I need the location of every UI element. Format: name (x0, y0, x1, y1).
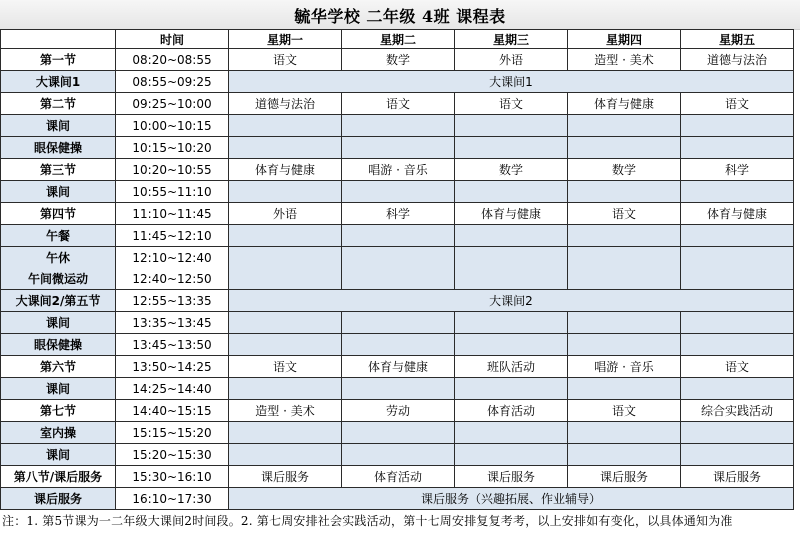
empty-cell[interactable] (455, 334, 568, 356)
class-cell[interactable]: 语文 (229, 356, 342, 378)
empty-cell[interactable] (681, 247, 794, 290)
merged-cell[interactable]: 课后服务（兴趣拓展、作业辅导） (229, 488, 794, 510)
table-row (1, 422, 794, 444)
table-row (1, 400, 794, 422)
table-row (1, 466, 794, 488)
period-label[interactable]: 课间 (1, 444, 116, 466)
class-cell[interactable]: 语文 (568, 400, 681, 422)
class-cell[interactable]: 体育与健康 (568, 93, 681, 115)
period-label[interactable]: 室内操 (1, 422, 116, 444)
period-time[interactable]: 09:25~10:00 (116, 93, 229, 115)
class-cell[interactable]: 科学 (342, 203, 455, 225)
empty-cell[interactable] (681, 137, 794, 159)
empty-cell[interactable] (455, 422, 568, 444)
period-label[interactable]: 课间 (1, 378, 116, 400)
empty-cell[interactable] (568, 378, 681, 400)
table-row (1, 71, 794, 93)
class-cell[interactable]: 语文 (455, 93, 568, 115)
table-row (1, 93, 794, 115)
class-cell[interactable]: 语文 (681, 93, 794, 115)
period-time[interactable]: 14:25~14:40 (116, 378, 229, 400)
period-time[interactable]: 13:50~14:25 (116, 356, 229, 378)
table-row (1, 290, 794, 312)
table-row (1, 49, 794, 71)
table-row (1, 159, 794, 181)
class-cell[interactable]: 唱游 · 音乐 (342, 159, 455, 181)
period-label[interactable]: 第七节 (1, 400, 116, 422)
class-cell[interactable]: 造型 · 美术 (568, 49, 681, 71)
period-time[interactable]: 13:35~13:45 (116, 312, 229, 334)
empty-cell[interactable] (681, 334, 794, 356)
period-label-stack[interactable] (1, 247, 116, 290)
class-cell[interactable]: 数学 (342, 49, 455, 71)
timetable-title: 毓华学校 二年级 4班 课程表 (294, 7, 506, 26)
table-row (1, 181, 794, 203)
table-row (1, 312, 794, 334)
empty-cell[interactable] (455, 225, 568, 247)
period-label[interactable]: 第八节/课后服务 (1, 466, 116, 488)
class-cell[interactable]: 外语 (229, 203, 342, 225)
table-row (1, 225, 794, 247)
merged-cell[interactable]: 大课间2 (229, 290, 794, 312)
period-time[interactable]: 10:20~10:55 (116, 159, 229, 181)
header-time[interactable]: 时间 (116, 30, 229, 49)
period-label[interactable]: 课后服务 (1, 488, 116, 510)
empty-cell[interactable] (568, 334, 681, 356)
class-cell[interactable]: 语文 (681, 356, 794, 378)
footnote: 注：1. 第5节课为一二年级大课间2时间段。2. 第七周安排社会实践活动，第十七周安排复复考考，以上安排如有变化，以具体通知为准 (2, 514, 733, 528)
period-time-stack[interactable] (116, 247, 229, 290)
table-row (1, 203, 794, 225)
period-time[interactable]: 10:55~11:10 (116, 181, 229, 203)
empty-cell[interactable] (568, 181, 681, 203)
period-time[interactable]: 10:00~10:15 (116, 115, 229, 137)
period-time: 12:10~12:40 (132, 250, 212, 265)
period-time: 12:40~12:50 (132, 271, 212, 286)
empty-cell[interactable] (681, 444, 794, 466)
period-label: 午间微运动 (27, 272, 88, 286)
class-cell[interactable]: 语文 (229, 49, 342, 71)
header-thursday[interactable]: 星期四 (568, 30, 681, 49)
header-corner[interactable] (1, 30, 116, 49)
empty-cell[interactable] (229, 181, 342, 203)
empty-cell[interactable] (455, 312, 568, 334)
period-label[interactable]: 大课间2/第五节 (1, 290, 116, 312)
period-label[interactable]: 第二节 (1, 93, 116, 115)
empty-cell[interactable] (342, 181, 455, 203)
class-cell[interactable]: 语文 (342, 93, 455, 115)
empty-cell[interactable] (342, 137, 455, 159)
class-cell[interactable]: 语文 (568, 203, 681, 225)
header-tuesday[interactable]: 星期二 (342, 30, 455, 49)
period-label[interactable]: 第四节 (1, 203, 116, 225)
class-cell[interactable]: 外语 (455, 49, 568, 71)
empty-cell[interactable] (342, 444, 455, 466)
empty-cell[interactable] (681, 378, 794, 400)
class-cell[interactable]: 综合实践活动 (681, 400, 794, 422)
period-time[interactable]: 14:40~15:15 (116, 400, 229, 422)
empty-cell[interactable] (455, 444, 568, 466)
period-time[interactable]: 16:10~17:30 (116, 488, 229, 510)
empty-cell[interactable] (568, 444, 681, 466)
empty-cell[interactable] (568, 137, 681, 159)
empty-cell[interactable] (342, 115, 455, 137)
class-cell[interactable]: 数学 (568, 159, 681, 181)
class-cell[interactable]: 体育与健康 (229, 159, 342, 181)
class-cell[interactable]: 体育与健康 (455, 203, 568, 225)
period-time[interactable]: 15:30~16:10 (116, 466, 229, 488)
empty-cell[interactable] (681, 422, 794, 444)
period-label[interactable]: 大课间1 (1, 71, 116, 93)
header-row (1, 30, 794, 49)
table-row (1, 137, 794, 159)
header-monday[interactable]: 星期一 (229, 30, 342, 49)
period-time[interactable]: 12:55~13:35 (116, 290, 229, 312)
empty-cell[interactable] (455, 115, 568, 137)
class-cell[interactable]: 唱游 · 音乐 (568, 356, 681, 378)
period-label[interactable]: 第三节 (1, 159, 116, 181)
empty-cell[interactable] (342, 225, 455, 247)
class-cell[interactable]: 造型 · 美术 (229, 400, 342, 422)
class-cell[interactable]: 课后服务 (455, 466, 568, 488)
empty-cell[interactable] (342, 247, 455, 290)
table-row (1, 334, 794, 356)
period-time[interactable]: 08:55~09:25 (116, 71, 229, 93)
class-cell[interactable]: 数学 (455, 159, 568, 181)
period-time[interactable]: 15:20~15:30 (116, 444, 229, 466)
table-row (1, 378, 794, 400)
empty-cell[interactable] (568, 312, 681, 334)
class-cell[interactable]: 科学 (681, 159, 794, 181)
empty-cell[interactable] (342, 312, 455, 334)
empty-cell[interactable] (342, 334, 455, 356)
empty-cell[interactable] (568, 247, 681, 290)
class-cell[interactable]: 体育与健康 (681, 203, 794, 225)
period-label[interactable]: 午餐 (1, 225, 116, 247)
period-label[interactable]: 课间 (1, 115, 116, 137)
empty-cell[interactable] (229, 137, 342, 159)
class-cell[interactable]: 课后服务 (229, 466, 342, 488)
empty-cell[interactable] (229, 247, 342, 290)
period-time[interactable]: 11:10~11:45 (116, 203, 229, 225)
period-label[interactable]: 眼保健操 (1, 334, 116, 356)
class-cell[interactable]: 道德与法治 (681, 49, 794, 71)
empty-cell[interactable] (681, 225, 794, 247)
empty-cell[interactable] (229, 422, 342, 444)
empty-cell[interactable] (229, 225, 342, 247)
empty-cell[interactable] (681, 115, 794, 137)
class-cell[interactable]: 课后服务 (681, 466, 794, 488)
period-time[interactable]: 11:45~12:10 (116, 225, 229, 247)
class-cell[interactable]: 体育活动 (342, 466, 455, 488)
empty-cell[interactable] (455, 378, 568, 400)
title-bar (0, 0, 800, 30)
table-row (1, 115, 794, 137)
empty-cell[interactable] (229, 444, 342, 466)
empty-cell[interactable] (229, 334, 342, 356)
empty-cell[interactable] (229, 312, 342, 334)
period-time[interactable]: 10:15~10:20 (116, 137, 229, 159)
table-row (1, 444, 794, 466)
table-row (1, 247, 794, 290)
table-row (1, 488, 794, 510)
empty-cell[interactable] (455, 137, 568, 159)
timetable (0, 29, 794, 510)
empty-cell[interactable] (568, 115, 681, 137)
class-cell[interactable]: 劳动 (342, 400, 455, 422)
class-cell[interactable]: 课后服务 (568, 466, 681, 488)
header-wednesday[interactable]: 星期三 (455, 30, 568, 49)
period-label[interactable]: 眼保健操 (1, 137, 116, 159)
empty-cell[interactable] (455, 181, 568, 203)
table-row (1, 356, 794, 378)
empty-cell[interactable] (568, 225, 681, 247)
empty-cell[interactable] (229, 115, 342, 137)
empty-cell[interactable] (681, 312, 794, 334)
period-time[interactable]: 15:15~15:20 (116, 422, 229, 444)
period-time[interactable]: 08:20~08:55 (116, 49, 229, 71)
period-label[interactable]: 课间 (1, 312, 116, 334)
class-cell[interactable]: 体育与健康 (342, 356, 455, 378)
empty-cell[interactable] (681, 181, 794, 203)
period-label[interactable]: 第六节 (1, 356, 116, 378)
period-label[interactable]: 第一节 (1, 49, 116, 71)
period-label[interactable]: 课间 (1, 181, 116, 203)
period-label: 午休 (45, 251, 70, 265)
header-friday[interactable]: 星期五 (681, 30, 794, 49)
empty-cell[interactable] (342, 422, 455, 444)
class-cell[interactable]: 道德与法治 (229, 93, 342, 115)
empty-cell[interactable] (455, 247, 568, 290)
class-cell[interactable]: 体育活动 (455, 400, 568, 422)
empty-cell[interactable] (342, 378, 455, 400)
empty-cell[interactable] (568, 422, 681, 444)
class-cell[interactable]: 班队活动 (455, 356, 568, 378)
merged-cell[interactable]: 大课间1 (229, 71, 794, 93)
empty-cell[interactable] (229, 378, 342, 400)
period-time[interactable]: 13:45~13:50 (116, 334, 229, 356)
